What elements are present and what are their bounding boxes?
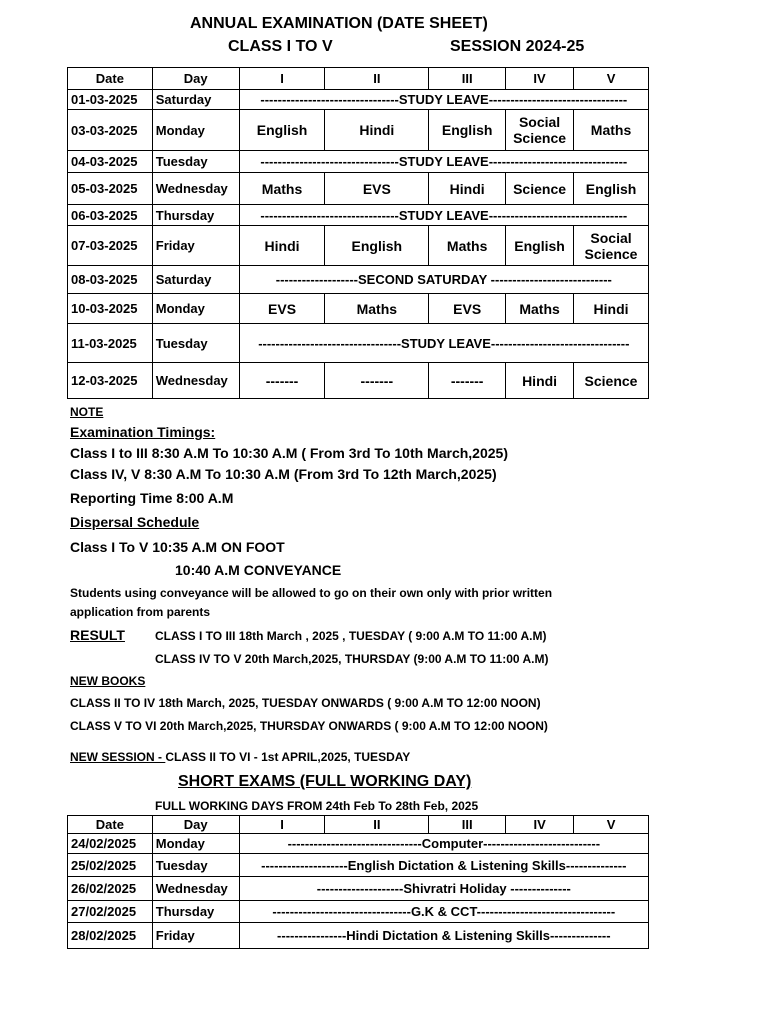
- col-day: Day: [152, 68, 239, 90]
- study-leave-cell: ---------------------------------STUDY LEAVE--------------------------------: [239, 324, 648, 363]
- subject-cell: -------: [325, 363, 429, 399]
- exam-title: ANNUAL EXAMINATION (DATE SHEET): [190, 15, 488, 32]
- subject-cell: Hindi: [574, 294, 649, 324]
- row-day: Wednesday: [152, 877, 239, 901]
- table-row: [68, 90, 649, 110]
- dispersal-heading: Dispersal Schedule: [70, 514, 200, 530]
- row-day: Thursday: [152, 205, 239, 226]
- study-leave-cell: --------------------------------STUDY LEAVE--------------------------------: [239, 151, 648, 173]
- row-date: 08-03-2025: [68, 266, 153, 294]
- subject-cell: Science: [506, 173, 574, 205]
- subject-cell: Science: [574, 363, 649, 399]
- col-class-2: II: [325, 816, 429, 834]
- row-date: 01-03-2025: [68, 90, 153, 110]
- session-label: SESSION 2024-25: [450, 38, 585, 55]
- short-exams-table: [67, 815, 649, 949]
- activity-cell: ----------------Hindi Dictation & Listening Skills--------------: [239, 923, 648, 949]
- result-class-1-3: CLASS I TO III 18th March , 2025 , TUESDAY ( 9:00 A.M TO 11:00 A.M): [155, 629, 547, 643]
- conveyance-note-line-2: application from parents: [70, 605, 211, 619]
- row-day: Monday: [152, 110, 239, 151]
- row-date: 26/02/2025: [68, 877, 153, 901]
- subject-cell: English: [506, 226, 574, 266]
- table-row: [68, 854, 649, 877]
- note-heading: NOTE: [70, 405, 104, 419]
- row-date: 12-03-2025: [68, 363, 153, 399]
- new-books-heading: NEW BOOKS: [70, 674, 146, 688]
- table-row: [68, 110, 649, 151]
- table-row: [68, 205, 649, 226]
- result-class-4-5: CLASS IV TO V 20th March,2025, THURSDAY (9:00 A.M TO 11:00 A.M): [155, 652, 549, 666]
- subject-cell: Maths: [574, 110, 649, 151]
- col-class-1: I: [239, 816, 325, 834]
- reporting-time: Reporting Time 8:00 A.M: [70, 490, 234, 506]
- col-class-5: V: [574, 68, 649, 90]
- row-day: Wednesday: [152, 173, 239, 205]
- col-class-3: III: [429, 816, 506, 834]
- activity-cell: --------------------Shivratri Holiday --------------: [239, 877, 648, 901]
- subject-cell: Social Science: [574, 226, 649, 266]
- subject-cell: Maths: [325, 294, 429, 324]
- subject-cell: Maths: [429, 226, 506, 266]
- short-exams-subtitle: FULL WORKING DAYS FROM 24th Feb To 28th Feb, 2025: [155, 799, 479, 813]
- col-class-4: IV: [506, 816, 574, 834]
- col-class-3: III: [429, 68, 506, 90]
- row-date: 05-03-2025: [68, 173, 153, 205]
- row-day: Wednesday: [152, 363, 239, 399]
- result-heading: RESULT: [70, 627, 125, 643]
- table-row: [68, 923, 649, 949]
- subject-cell: -------: [429, 363, 506, 399]
- activity-cell: --------------------------------G.K & CCT--------------------------------: [239, 901, 648, 923]
- table-row: [68, 363, 649, 399]
- row-date: 25/02/2025: [68, 854, 153, 877]
- row-day: Friday: [152, 923, 239, 949]
- exam-date-sheet-table: [67, 67, 649, 399]
- row-date: 03-03-2025: [68, 110, 153, 151]
- col-class-1: I: [239, 68, 325, 90]
- col-class-4: IV: [506, 68, 574, 90]
- new-session-line: [70, 750, 410, 764]
- col-date: Date: [68, 816, 153, 834]
- subject-cell: EVS: [429, 294, 506, 324]
- table-row: [68, 266, 649, 294]
- subject-cell: EVS: [325, 173, 429, 205]
- row-day: Saturday: [152, 90, 239, 110]
- row-day: Tuesday: [152, 151, 239, 173]
- subject-cell: Maths: [239, 173, 325, 205]
- subject-cell: Hindi: [429, 173, 506, 205]
- row-date: 10-03-2025: [68, 294, 153, 324]
- new-books-class-2-4: CLASS II TO IV 18th March, 2025, TUESDAY ONWARDS ( 9:00 A.M TO 12:00 NOON): [70, 696, 541, 710]
- row-day: Thursday: [152, 901, 239, 923]
- subject-cell: Maths: [506, 294, 574, 324]
- table-row: [68, 226, 649, 266]
- row-date: 04-03-2025: [68, 151, 153, 173]
- class-1-3-timing: Class I to III 8:30 A.M To 10:30 A.M ( From 3rd To 10th March,2025): [70, 445, 508, 461]
- subject-cell: EVS: [239, 294, 325, 324]
- exam-timings-heading: Examination Timings:: [70, 424, 216, 440]
- col-day: Day: [152, 816, 239, 834]
- class-4-5-timing: Class IV, V 8:30 A.M To 10:30 A.M (From 3rd To 12th March,2025): [70, 466, 497, 482]
- table-row: [68, 877, 649, 901]
- row-day: Friday: [152, 226, 239, 266]
- subject-cell: English: [574, 173, 649, 205]
- subject-cell: Social Science: [506, 110, 574, 151]
- col-class-5: V: [574, 816, 649, 834]
- table-row: [68, 173, 649, 205]
- new-books-class-5-6: CLASS V TO VI 20th March,2025, THURSDAY ONWARDS ( 9:00 A.M TO 12:00 NOON): [70, 719, 548, 733]
- new-session-label: NEW SESSION -: [70, 750, 166, 764]
- activity-cell: -------------------------------Computer---------------------------: [239, 834, 648, 854]
- short-exams-title: SHORT EXAMS (FULL WORKING DAY): [178, 773, 472, 790]
- table-row: [68, 151, 649, 173]
- study-leave-cell: --------------------------------STUDY LEAVE--------------------------------: [239, 205, 648, 226]
- row-date: 27/02/2025: [68, 901, 153, 923]
- subject-cell: Hindi: [506, 363, 574, 399]
- table-row: [68, 901, 649, 923]
- row-day: Tuesday: [152, 854, 239, 877]
- col-date: Date: [68, 68, 153, 90]
- subject-cell: Hindi: [325, 110, 429, 151]
- row-date: 06-03-2025: [68, 205, 153, 226]
- short-exams-table-header: [68, 816, 649, 834]
- second-saturday-cell: -------------------SECOND SATURDAY ----------------------------: [239, 266, 648, 294]
- table-row: [68, 294, 649, 324]
- row-day: Tuesday: [152, 324, 239, 363]
- subject-cell: Hindi: [239, 226, 325, 266]
- exam-table-header: [68, 68, 649, 90]
- subject-cell: English: [325, 226, 429, 266]
- new-session-detail: CLASS II TO VI - 1st APRIL,2025, TUESDAY: [165, 750, 411, 764]
- row-date: 11-03-2025: [68, 324, 153, 363]
- row-day: Monday: [152, 834, 239, 854]
- col-class-2: II: [325, 68, 429, 90]
- subject-cell: English: [429, 110, 506, 151]
- row-date: 07-03-2025: [68, 226, 153, 266]
- study-leave-cell: --------------------------------STUDY LEAVE--------------------------------: [239, 90, 648, 110]
- table-row: [68, 324, 649, 363]
- row-day: Saturday: [152, 266, 239, 294]
- conveyance-note-line-1: Students using conveyance will be allowed to go on their own only with prior written: [70, 586, 553, 600]
- activity-cell: --------------------English Dictation & Listening Skills--------------: [239, 854, 648, 877]
- dispersal-on-foot: Class I To V 10:35 A.M ON FOOT: [70, 539, 285, 555]
- class-label: CLASS I TO V: [228, 38, 333, 55]
- subject-cell: -------: [239, 363, 325, 399]
- row-date: 24/02/2025: [68, 834, 153, 854]
- row-day: Monday: [152, 294, 239, 324]
- row-date: 28/02/2025: [68, 923, 153, 949]
- dispersal-conveyance: 10:40 A.M CONVEYANCE: [175, 562, 342, 578]
- subject-cell: English: [239, 110, 325, 151]
- table-row: [68, 834, 649, 854]
